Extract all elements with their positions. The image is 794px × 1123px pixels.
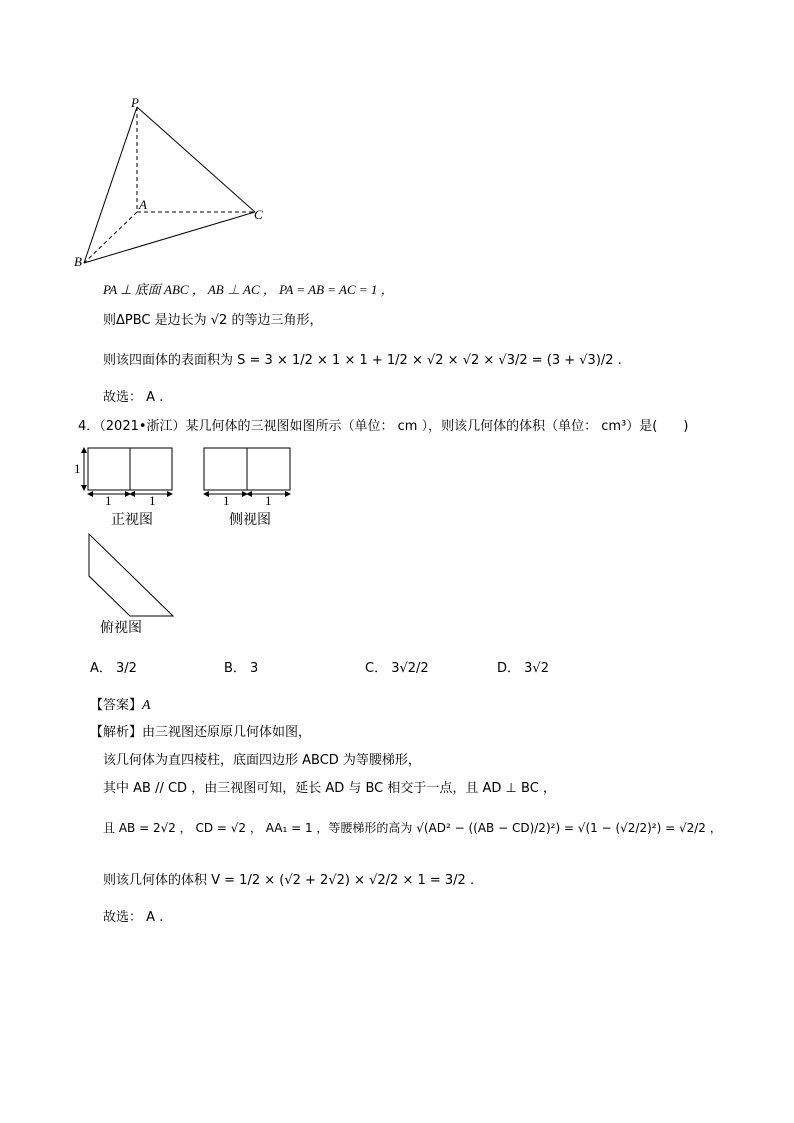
three-views-figure	[70, 440, 310, 640]
analysis-line4: 且 AB = 2√2 ， CD = √2 ， AA₁ = 1 ，等腰梯形的高为 √(AD² − ((AB − CD)/2)²) = √(1 − (√2/2)²) = √2/2 ，	[103, 821, 722, 835]
edge-pb	[84, 107, 137, 263]
answer-block	[90, 694, 151, 714]
front-dim-label-2: 1	[149, 493, 156, 508]
analysis-text-1: 由三视图还原原几何体如图，	[142, 725, 312, 740]
sol3-line2: 则ΔPBC 是边长为 √2 的等边三角形，	[103, 313, 323, 328]
sol3-line4: 故选： A .	[103, 390, 164, 405]
sol3-line1: PA ⊥ 底面 ABC ， AB ⊥ AC ， PA = AB = AC = 1 ，	[103, 282, 394, 297]
sol3-line3: 则该四面体的表面积为 S = 3 × 1/2 × 1 × 1 + 1/2 × √2 × √2 × √3/2 = (3 + √3)/2 .	[103, 353, 622, 368]
q4-stem: 4．（2021•浙江）某几何体的三视图如图所示（单位： cm ），则该几何体的体积（单位： cm³）是( )	[78, 419, 689, 434]
top-view-trapezoid	[89, 534, 173, 616]
option-a: A． 3/2	[90, 661, 137, 676]
option-b: B． 3	[224, 661, 259, 676]
option-d: D． 3√2	[497, 661, 549, 676]
answer-value: A	[142, 698, 151, 713]
edge-bc	[84, 212, 255, 263]
option-c: C． 3√2/2	[365, 661, 429, 676]
side-dim-label-2: 1	[265, 493, 272, 508]
label-c: C	[254, 207, 263, 222]
top-view-label: 俯视图	[100, 620, 142, 636]
edge-pc	[137, 107, 255, 212]
label-a: A	[139, 197, 147, 212]
analysis-line2: 该几何体为直四棱柱，底面四边形 ABCD 为等腰梯形，	[103, 753, 421, 768]
tetrahedron-figure	[70, 95, 280, 275]
front-height-label: 1	[74, 461, 81, 476]
analysis-label: 【解析】	[90, 725, 143, 740]
analysis-line1	[90, 721, 311, 740]
analysis-line5: 则该几何体的体积 V = 1/2 × (√2 + 2√2) × √2/2 × 1 = 3/2 .	[103, 873, 475, 888]
side-dim-label-1: 1	[223, 493, 230, 508]
answer-label: 【答案】	[90, 698, 143, 713]
label-p: P	[131, 95, 139, 110]
front-dim-label-1: 1	[105, 493, 112, 508]
analysis-line3: 其中 AB // CD ，由三视图可知，延长 AD 与 BC 相交于一点，且 AD ⊥ BC ，	[103, 781, 556, 796]
front-view-label: 正视图	[111, 512, 153, 528]
side-view-label: 侧视图	[229, 512, 271, 528]
label-b: B	[74, 254, 82, 269]
analysis-line6: 故选： A .	[103, 910, 164, 925]
